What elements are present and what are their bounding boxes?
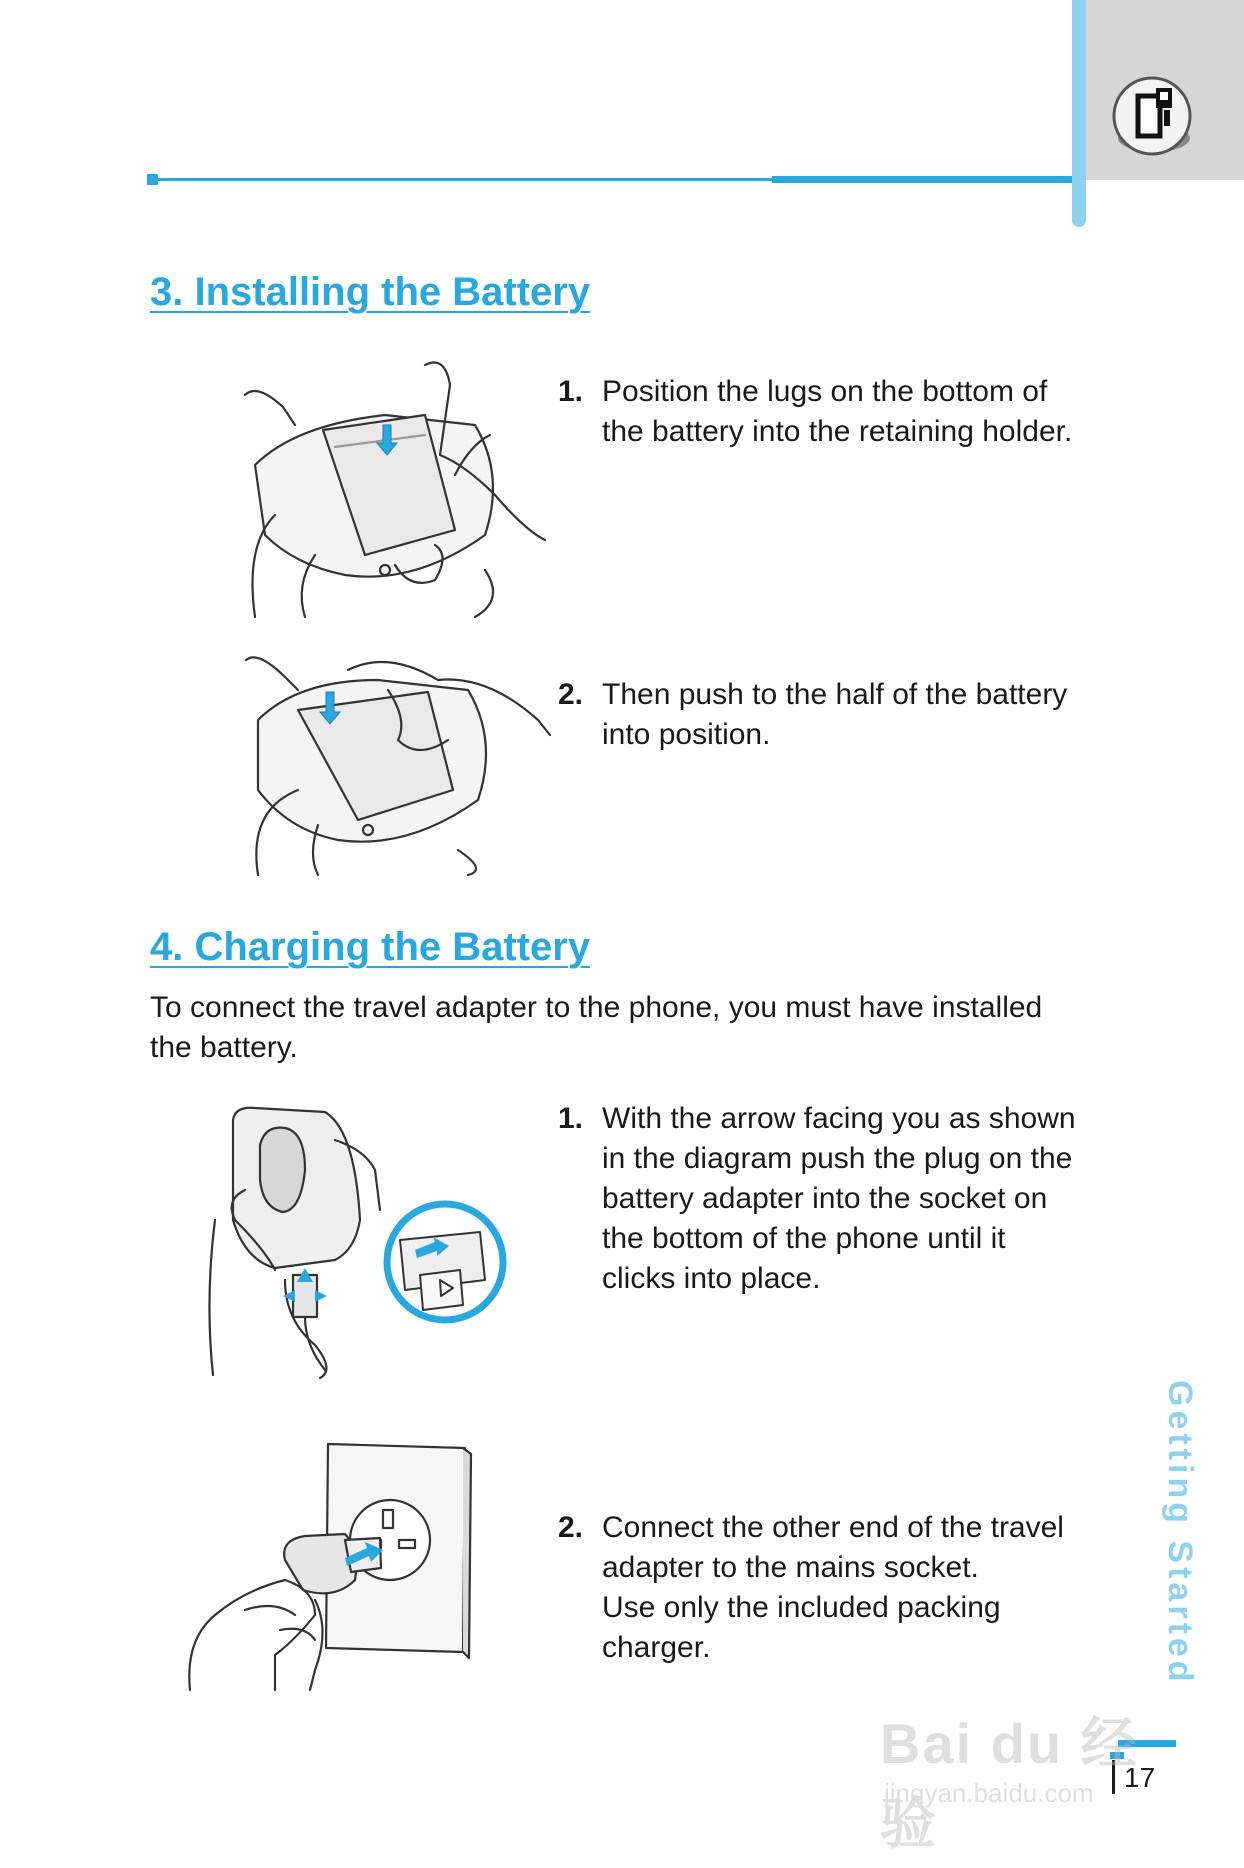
- charging-step-2: [558, 1508, 1118, 1678]
- charging-step-1: [558, 1099, 1118, 1295]
- watermark-url: jingyan.baidu.com: [884, 1778, 1094, 1808]
- step-line: adapter to the mains socket.: [602, 1551, 979, 1584]
- step-line: the battery into the retaining holder.: [602, 415, 1073, 448]
- charging-intro: [150, 988, 1110, 1068]
- step-line: clicks into place.: [602, 1262, 821, 1295]
- step-line: Use only the included packing: [602, 1591, 1001, 1624]
- step-line: Position the lugs on the bottom of: [602, 375, 1048, 408]
- section-heading-charging: 4. Charging the Battery: [150, 925, 591, 969]
- step-text: [602, 675, 1067, 755]
- step-line: Then push to the half of the battery: [602, 678, 1068, 711]
- header-rule: [152, 178, 772, 181]
- step-line: in the diagram push the plug on the: [602, 1142, 1073, 1175]
- battery-push-illustration: [238, 630, 558, 880]
- step-line: Connect the other end of the travel: [602, 1511, 1064, 1544]
- step-text: [602, 1099, 1076, 1299]
- section-heading-installing: 3. Installing the Battery: [150, 270, 591, 314]
- watermark: [880, 1700, 1180, 1855]
- step-line: battery adapter into the socket on: [602, 1182, 1048, 1215]
- install-step-1: [558, 372, 1118, 462]
- phone-document-icon: [1104, 70, 1200, 166]
- adapter-plug-illustration: [205, 1100, 505, 1380]
- step-line: into position.: [602, 718, 771, 751]
- intro-line: the battery.: [150, 1031, 298, 1064]
- step-number: 2.: [558, 678, 584, 711]
- step-line: the bottom of the phone until it: [602, 1222, 1006, 1255]
- wall-socket-illustration: [185, 1440, 475, 1690]
- side-band: [1072, 0, 1086, 227]
- step-number: 1.: [558, 1102, 584, 1135]
- install-step-2: [558, 675, 1118, 765]
- step-line: With the arrow facing you as shown: [602, 1102, 1076, 1135]
- step-text: [602, 1508, 1064, 1668]
- battery-insert-illustration: [235, 355, 555, 620]
- chapter-side-label: Getting Started: [1161, 1380, 1199, 1686]
- intro-line: To connect the travel adapter to the phone, you must have installed: [150, 991, 1043, 1024]
- watermark-logo: Bai du 经验: [880, 1712, 1139, 1855]
- header-rule-accent: [772, 176, 1074, 183]
- step-line: charger.: [602, 1631, 711, 1664]
- step-text: [602, 372, 1072, 452]
- page-number: 17: [1124, 1762, 1156, 1793]
- step-number: 1.: [558, 375, 584, 408]
- step-number: 2.: [558, 1511, 584, 1544]
